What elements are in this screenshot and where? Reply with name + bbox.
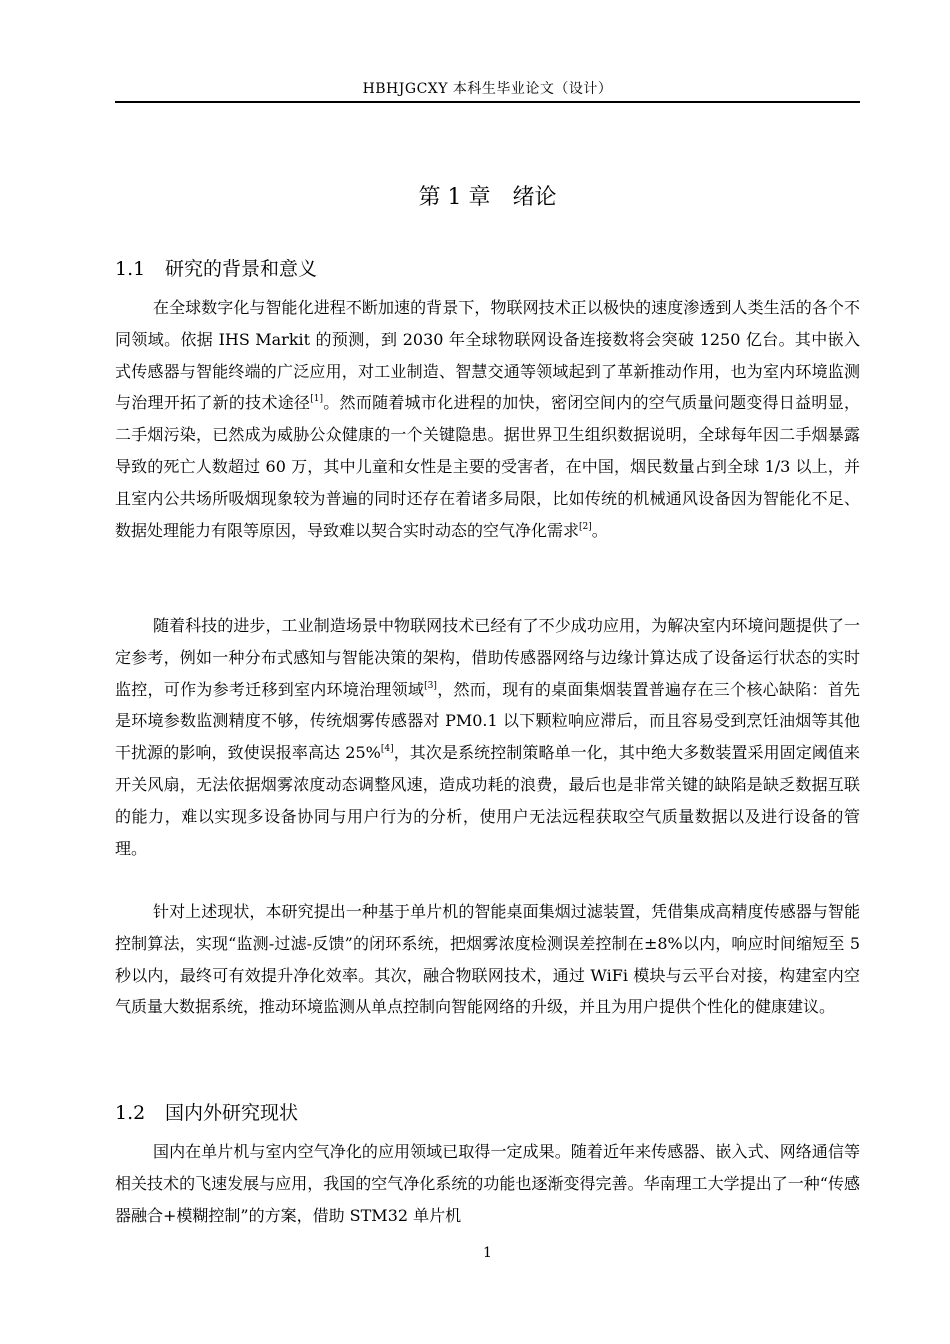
paragraph-domestic-research: 国内在单片机与室内空气净化的应用领域已取得一定成果。随着近年来传感器、嵌入式、网络通信等相关技术的飞速发展与应用，我国的空气净化系统的功能也逐渐变得完善。华南理工大学提出了一种“传感器融合+模糊控制”的方案，借助 STM32 单片机 — [115, 1142, 860, 1225]
paragraph-text: ，其次是系统控制策略单一化，其中绝大多数装置采用固定阈值来开关风扇，无法依据烟雾浓度动态调整风速，造成功耗的浪费，最后也是非常关键的缺陷是缺乏数据互联的能力，难以实现多设备协同与用户行为的分析，使用户无法远程获取空气质量数据以及进行设备的管理。 — [115, 743, 860, 858]
paragraph-background — [115, 292, 860, 546]
paragraph-text: 。然而随着城市化进程的加快，密闭空间内的空气质量问题变得日益明显，二手烟污染，已然成为威胁公众健康的一个关键隐患。据世界卫生组织数据说明，全球每年因二手烟暴露导致的死亡人数超过 60 万，其中儿童和女性是主要的受害者，在中国，烟民数量占到全球 1/3 以上，并且室内公共场所吸烟现象较为普遍的同时还存在着诸多局限，比如传统的机械通风设备因为智能化不足、数据处理能力有限等原因，导致难以契合实时动态的空气净化需求 — [115, 393, 860, 540]
chapter-title: 第 1 章 绪论 — [418, 185, 557, 210]
section-number: 1.1 — [115, 258, 146, 280]
citation-ref: [1] — [310, 394, 324, 405]
citation-ref: [4] — [380, 744, 394, 755]
citation-ref: [3] — [424, 680, 437, 691]
paragraph-proposal: 针对上述现状，本研究提出一种基于单片机的智能桌面集烟过滤装置，凭借集成高精度传感器与智能控制算法，实现“监测-过滤-反馈”的闭环系统，把烟雾浓度检测误差控制在±8%以内，响应时间缩短至 5 秒以内，最终可有效提升净化效率。其次，融合物联网技术，通过 WiFi 模块与云平台对接，构建室内空气质量大数据系统，推动环境监测从单点控制向智能网络的升级，并且为用户提供个性化的健康建议。 — [115, 902, 860, 1017]
page-number: 1 — [483, 1245, 492, 1261]
paragraph-text: 。 — [591, 520, 608, 540]
section-heading-1-1 — [115, 254, 317, 281]
section-title: 国内外研究现状 — [165, 1102, 299, 1124]
section-heading-1-2 — [115, 1098, 298, 1125]
citation-ref: [2] — [579, 521, 592, 532]
paragraph-text: 在全球数字化与智能化进程不断加速的背景下，物联网技术正以极快的速度渗透到人类生活的各个不同领域。依据 IHS Markit 的预测，到 2030 年全球物联网设备连接数将会突破 1250 亿台。其中嵌入式传感器与智能终端的广泛应用，对工业制造、智慧交通等领域起到了革新推动作用，也为室内环境监测与治理开拓了新的技术途径 — [115, 298, 860, 413]
section-title: 研究的背景和意义 — [165, 258, 318, 280]
paragraph-text: ，然而，现有的桌面集烟装置普遍存在三个核心缺陷：首先是环境参数监测精度不够，传统烟雾传感器对 PM0.1 以下颗粒响应滞后，而且容易受到烹饪油烟等其他干扰源的影响，致使误报率高达 25% — [115, 679, 860, 763]
paragraph-iot-applications — [115, 610, 860, 864]
header-rule — [115, 101, 860, 103]
section-number: 1.2 — [115, 1102, 146, 1124]
paragraph-text: 随着科技的进步，工业制造场景中物联网技术已经有了不少成功应用，为解决室内环境问题提供了一定参考，例如一种分布式感知与智能决策的架构，借助传感器网络与边缘计算达成了设备运行状态的实时监控，可作为参考迁移到室内环境治理领域 — [115, 616, 860, 699]
running-header: HBHJGCXY 本科生毕业论文（设计） — [362, 81, 613, 97]
